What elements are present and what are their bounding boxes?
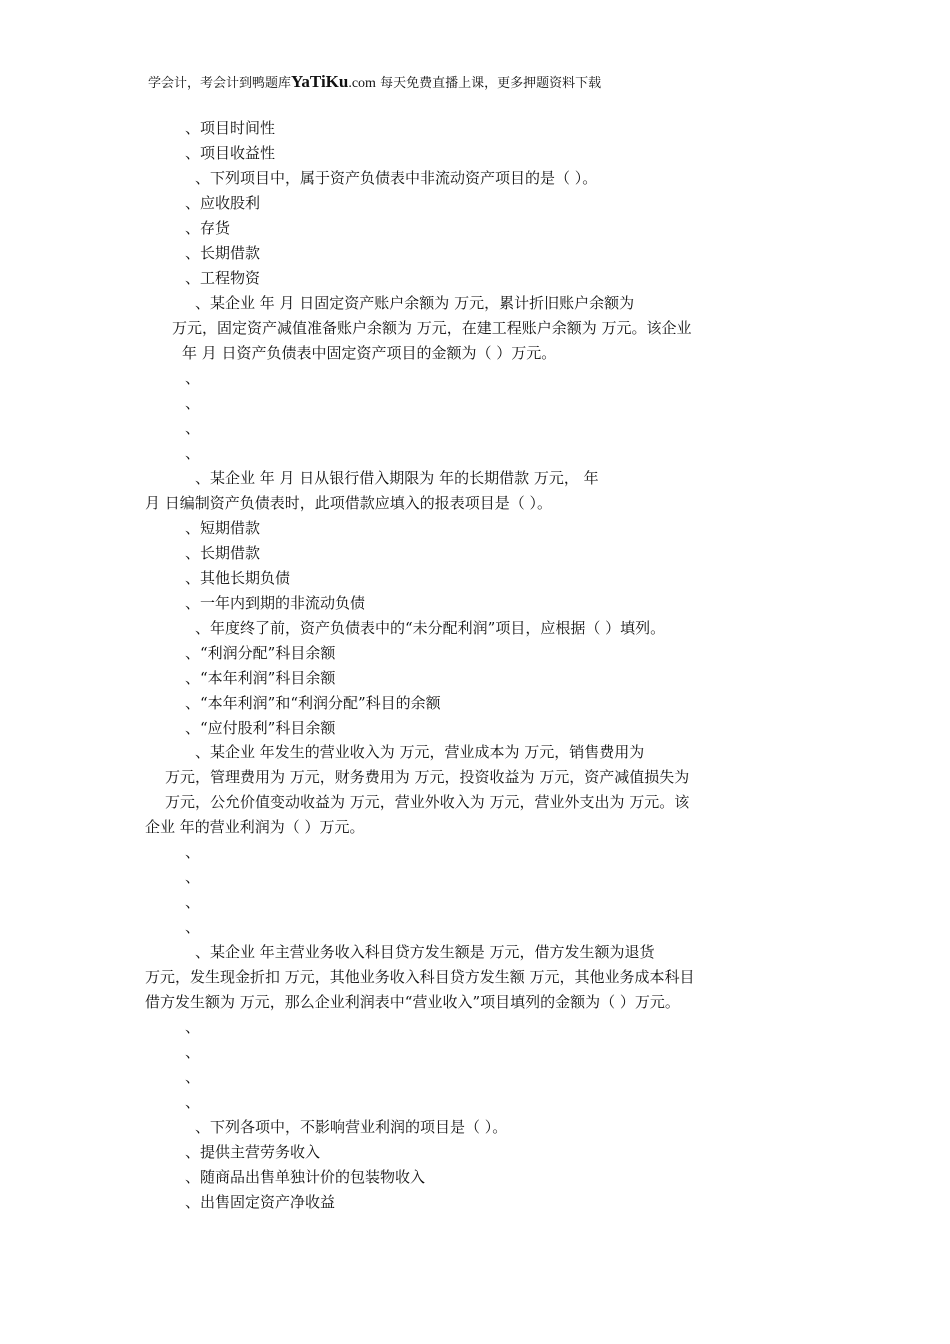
option-line: 、“应付股利”科目余额 [185,719,336,737]
option-line: 、 [185,394,201,412]
question-line: 、下列项目中，属于资产负债表中非流动资产项目的是（ ）。 [195,169,598,187]
option-line: 、 [185,893,201,911]
question-line: 万元，公允价值变动收益为 万元，营业外收入为 万元，营业外支出为 万元。该 [165,793,690,811]
option-line: 、其他长期负债 [185,569,291,587]
option-line: 、一年内到期的非流动负债 [185,594,366,612]
option-line: 、项目收益性 [185,144,276,162]
option-line: 、 [185,369,201,387]
option-line: 、应收股利 [185,194,261,212]
question-line: 万元，固定资产减值准备账户余额为 万元，在建工程账户余额为 万元。该企业 [172,319,692,337]
header-suffix: 每天免费直播上课，更多押题资料下载 [380,76,602,91]
option-line: 、 [185,1018,201,1036]
option-line: 、 [185,444,201,462]
option-line: 、随商品出售单独计价的包装物收入 [185,1168,426,1186]
option-line: 、长期借款 [185,544,261,562]
question-line: 年 月 日资产负债表中固定资产项目的金额为（ ）万元。 [182,344,557,362]
brand-domain: .com [348,76,376,91]
header-prefix: 学会计，考会计到鸭题库 [148,76,292,91]
option-line: 、“本年利润”和“利润分配”科目的余额 [185,694,441,712]
option-line: 、 [185,918,201,936]
option-line: 、 [185,868,201,886]
option-line: 、 [185,1043,201,1061]
option-line: 、出售固定资产净收益 [185,1193,336,1211]
page-header [148,72,601,92]
option-line: 、存货 [185,219,231,237]
question-line: 、下列各项中，不影响营业利润的项目是（ ）。 [195,1118,508,1136]
question-line: 、某企业 年发生的营业收入为 万元，营业成本为 万元，销售费用为 [195,743,645,761]
question-line: 月 日编制资产负债表时，此项借款应填入的报表项目是（ ）。 [145,494,553,512]
option-line: 、“本年利润”科目余额 [185,669,336,687]
question-line: 万元，发生现金折扣 万元，其他业务收入科目贷方发生额 万元，其他业务成本科目 [145,968,695,986]
option-line: 、短期借款 [185,519,261,537]
question-line: 、某企业 年主营业务收入科目贷方发生额是 万元，借方发生额为退货 [195,943,655,961]
question-line: 、某企业 年 月 日固定资产账户余额为 万元，累计折旧账户余额为 [195,294,635,312]
question-line: 、某企业 年 月 日从银行借入期限为 年的长期借款 万元， 年 [195,469,599,487]
option-line: 、项目时间性 [185,119,276,137]
option-line: 、 [185,1068,201,1086]
question-line: 借方发生额为 万元，那么企业利润表中“营业收入”项目填列的金额为（ ）万元。 [145,993,680,1011]
option-line: 、“利润分配”科目余额 [185,644,336,662]
question-line: 企业 年的营业利润为（ ）万元。 [145,818,365,836]
brand-logo-text: YaTiKu [291,72,349,91]
option-line: 、工程物资 [185,269,261,287]
option-line: 、 [185,843,201,861]
question-line: 万元，管理费用为 万元，财务费用为 万元，投资收益为 万元，资产减值损失为 [165,768,690,786]
question-line: 、年度终了前，资产负债表中的“未分配利润”项目，应根据（ ）填列。 [195,619,666,637]
option-line: 、 [185,1093,201,1111]
option-line: 、提供主营劳务收入 [185,1143,321,1161]
option-line: 、 [185,419,201,437]
option-line: 、长期借款 [185,244,261,262]
